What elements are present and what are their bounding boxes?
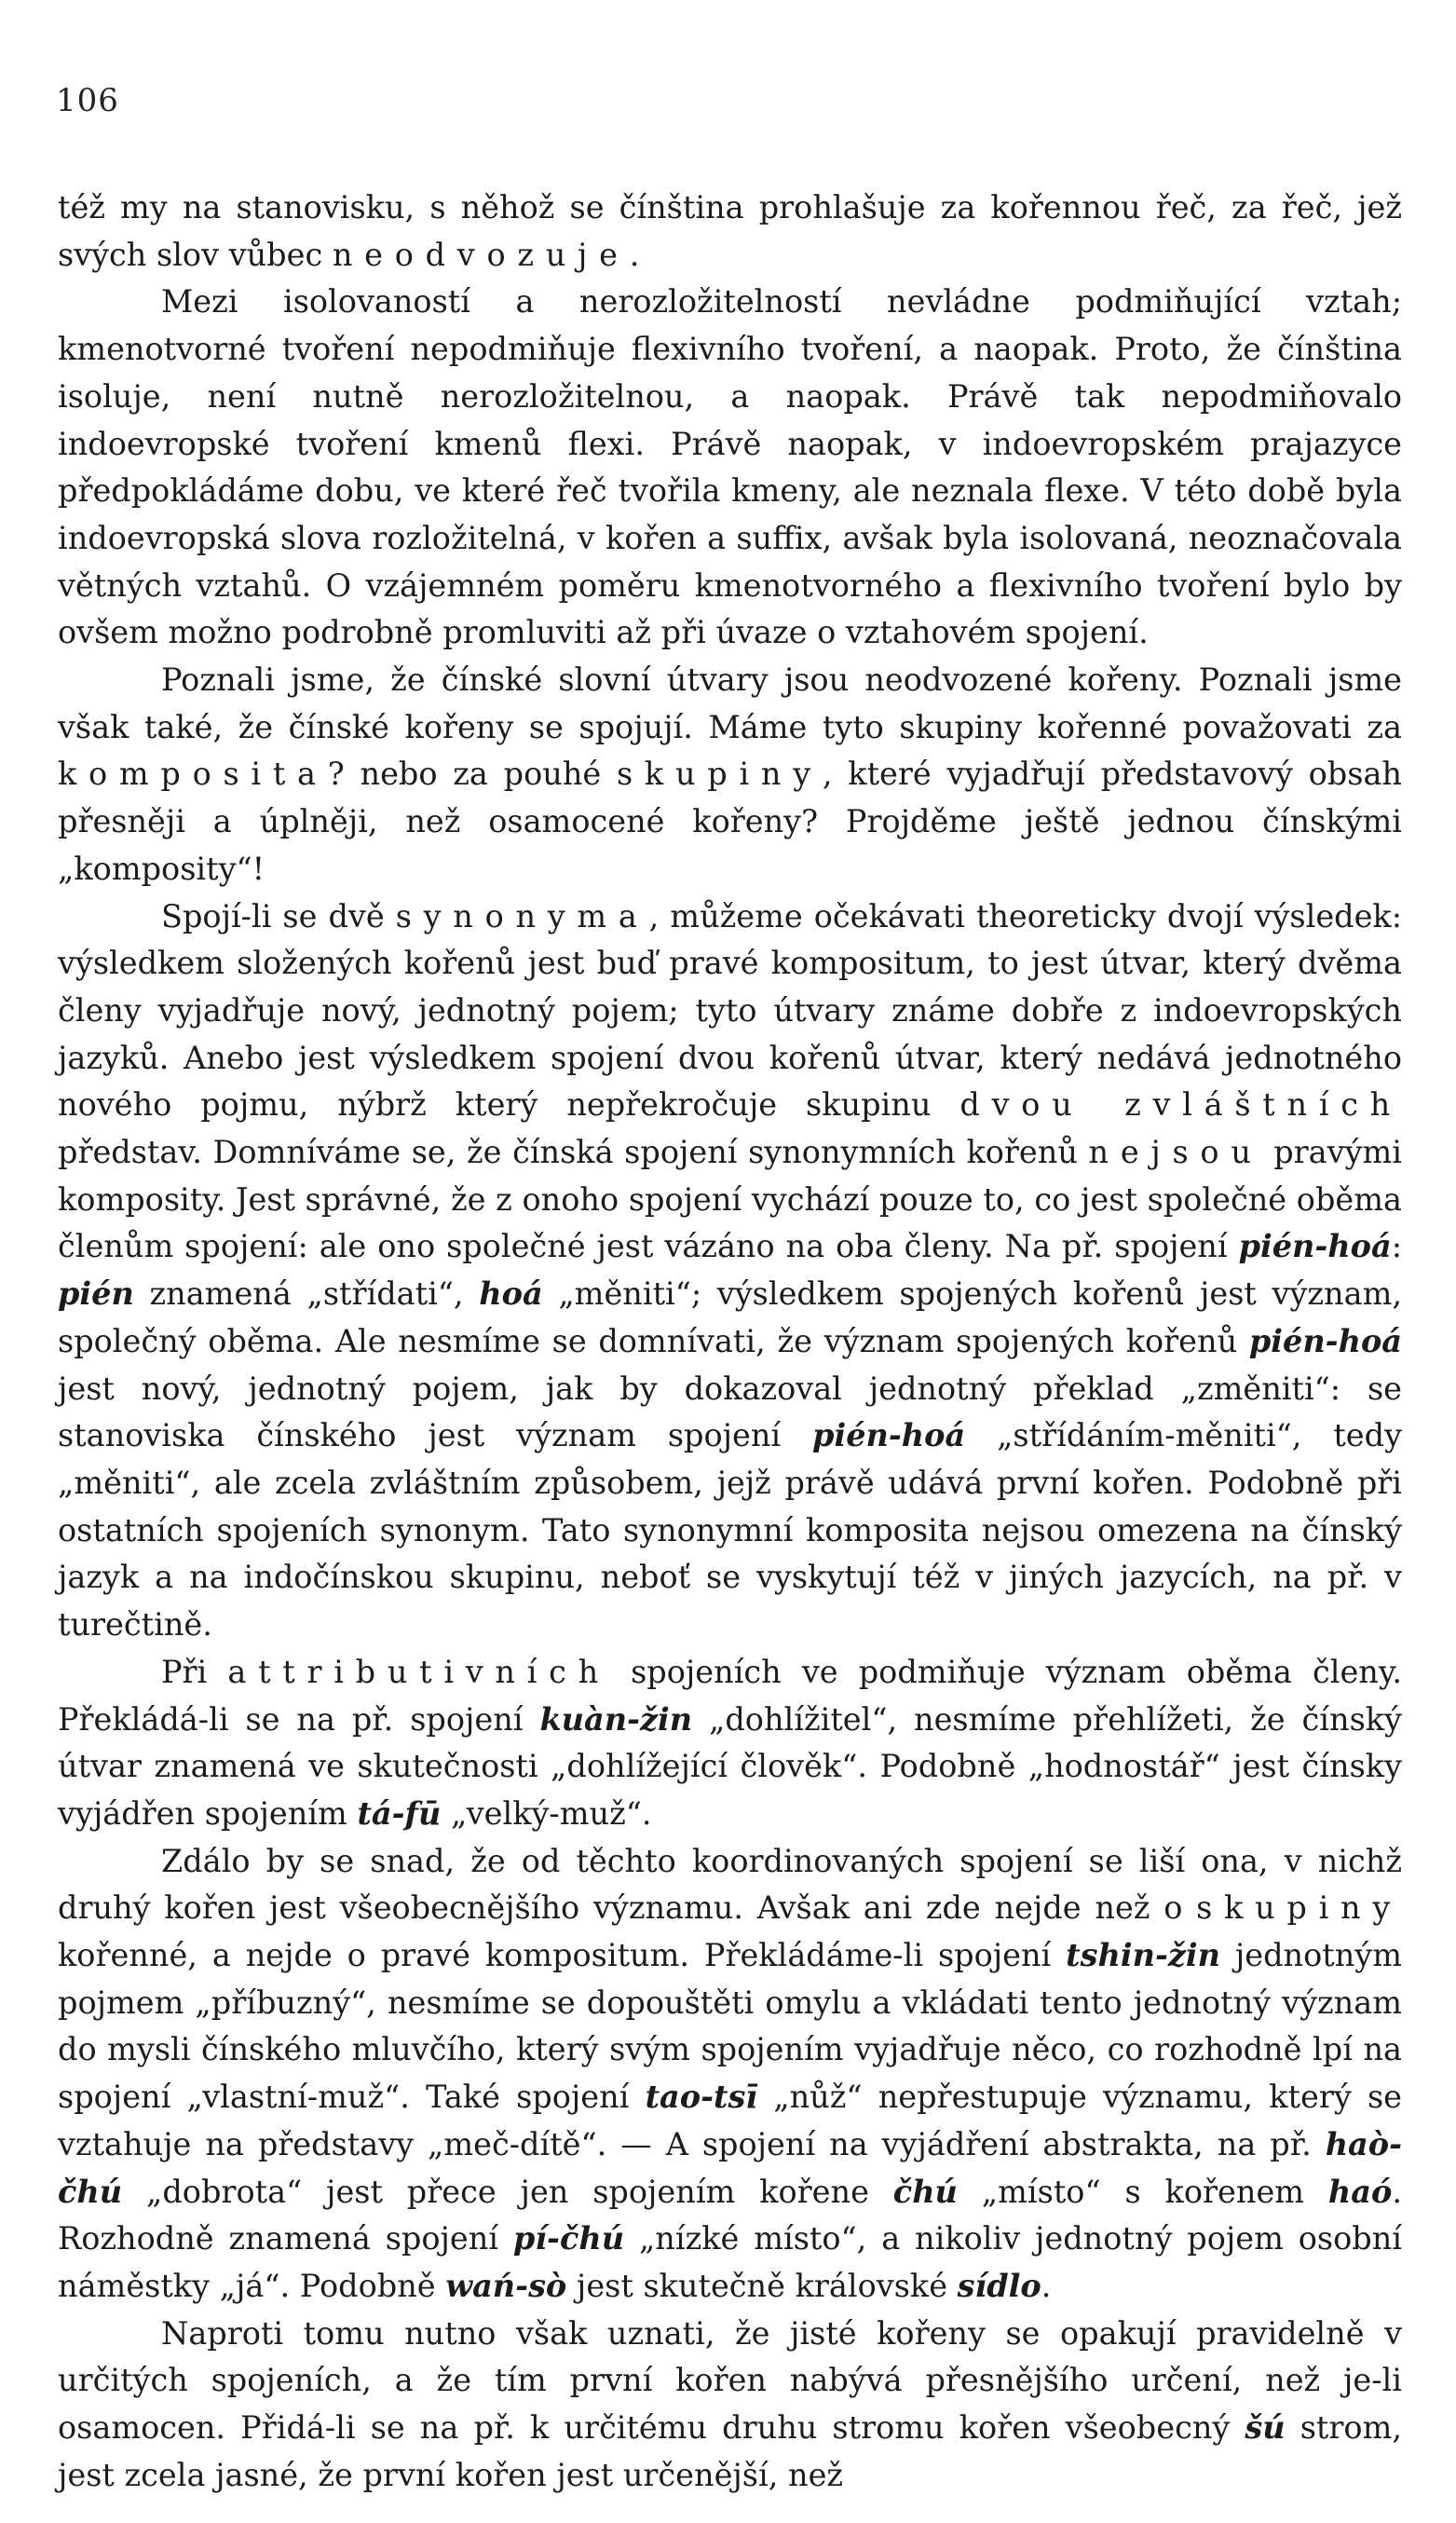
text-run: představ. Domníváme se, že čínská spojení synonymních kořenů [58,1134,1089,1171]
paragraph [58,279,1402,657]
italic-term: haó [1327,2173,1393,2210]
text-run: „nízké místo“, a nikoliv jednotný pojem osobní náměstky „já“. Podobně [58,2220,1402,2304]
paragraph [58,1838,1402,2311]
paragraph [58,2311,1402,2500]
text-run: Poznali jsme, že čínské slovní útvary jsou neodvozené kořeny. Poznali jsme však také, že čínské kořeny se spojují. Máme tyto skupiny kořenné považovati za [58,661,1402,745]
text-run: strom, jest zcela jasné, že první kořen jest určenější, než [58,2409,1402,2493]
paragraph [58,893,1402,1649]
text-run: „měniti“; výsledkem spojených kořenů jest význam, společný oběma. Ale nesmíme se domnívati, že význam spojených kořenů [58,1275,1403,1359]
spaced-emphasis: komposita [58,756,328,793]
spaced-emphasis: synonyma [395,897,649,934]
spaced-emphasis: skupiny [617,756,823,793]
italic-term: sídlo [957,2267,1041,2304]
spaced-emphasis: nejsou [1088,1134,1263,1171]
italic-term: hoá [479,1275,543,1313]
text-run: „velký-muž“. [441,1794,652,1832]
paragraph [58,184,1402,279]
text-run: „nůž“ nepřestupuje významu, který se vztahuje na představy „meč-dítě“. — A spojení na vyjádření abstrakta, na př. [58,2079,1402,2162]
italic-term: pién-hoá [1238,1228,1392,1265]
italic-term: pién-hoá [812,1417,966,1454]
paragraph [58,657,1402,893]
text-run: . Rozhodně znamená spojení [58,2173,1402,2257]
text-run: spojeních ve podmiňuje význam oběma členy. Překládá-li se na př. spojení [58,1653,1402,1738]
italic-term: tá-fū [357,1794,442,1832]
italic-term: wań-sò [445,2267,567,2304]
italic-term: pí-čhú [512,2220,625,2257]
text-run: kořenné, a nejde o pravé kompositum. Překládáme-li spojení [58,1937,1067,1974]
text-run: ? nebo za pouhé [327,756,618,793]
italic-term: tshin-žin [1066,1937,1220,1974]
body-text [58,184,1402,2499]
text-run: : [1391,1228,1402,1265]
text-run: „střídáním-měniti“, tedy „měniti“, ale zcela zvláštním způsobem, jejž právě udává první kořen. Podobně při ostatních spojeních synonym. Tato synonymní komposita nejsou omezena na čínský jazyk a na indočínskou skupinu, neboť se vyskytují též v jiných jazycích, na př. v turečtině. [58,1417,1402,1643]
text-run: , které vyjadřují představový obsah přesněji a úplněji, než osamocené kořeny? Projděme ještě jednou čínskými „komposity“! [58,756,1402,887]
text-run: jest nový, jednotný pojem, jak by dokazoval jednotný překlad „změniti“: se stanoviska čínského jest význam spojení [58,1370,1402,1454]
text-run: . [629,236,640,273]
text-run: Při [161,1653,228,1690]
italic-term: pién [58,1275,134,1313]
text-run: Naproti tomu nutno však uznati, že jisté kořeny se opakují pravidelně v určitých spojeních, a že tím první kořen nabývá přesnějšího určení, než je-li osamocen. Přidá-li se na př. k určitému druhu stromu kořen všeobecný [58,2314,1402,2447]
text-run: jednotným pojmem „příbuzný“, nesmíme se dopouštěti omylu a vkládati tento jednotný význam do mysli čínského mluvčího, který svým spojením vyjadřuje něco, co rozhodně lpí na spojení „vlastní-muž“. Také spojení [58,1937,1403,2116]
italic-term: šú [1245,2409,1286,2447]
italic-term: pién-hoá [1248,1322,1402,1359]
text-run: Mezi isolovaností a nerozložitelností nevládne podmiňující vztah; kmenotvorné tvoření nepodmiňuje flexivního tvoření, a naopak. Proto, že čínština isoluje, není nutně nerozložitelnou, a naopak. Právě tak nepodmiňovalo indoevropské tvoření kmenů flexi. Právě naopak, v indoevropském prajazyce předpokládáme dobu, ve které řeč tvořila kmeny, ale neznala flexe. V této době byla indoevropská slova rozložitelná, v kořen a suffix, avšak byla isolovaná, neoznačovala větných vztahů. O vzájemném poměru kmenotvorného a flexivního tvoření bylo by ovšem možno podrobně promluviti až při úvaze o vztahovém spojení. [58,283,1402,651]
italic-term: haò-čhú [58,2125,1402,2210]
spaced-emphasis: dvou zvláštních [959,1086,1402,1124]
italic-term: čhú [892,2173,958,2210]
text-run: znamená „střídati“, [133,1275,480,1313]
text-run: , můžeme očekávati theoreticky dvojí výsledek: výsledkem složených kořenů jest buď pravé kompositum, to jest útvar, který dvěma členy vyjadřuje nový, jednotný pojem; tyto útvary známe dobře z indoevropských jazyků. Anebo jest výsledkem spojení dvou kořenů útvar, který nedává jednotného nového pojmu, nýbrž který nepřekročuje skupinu [58,897,1402,1124]
spaced-emphasis: skupiny [1196,1889,1402,1927]
text-run: Spojí-li se dvě [161,897,396,934]
text-run: Zdálo by se snad, že od těchto koordinovaných spojení se liší ona, v nichž druhý kořen jest všeobecnějšího významu. Avšak ani zde nejde než o [58,1842,1402,1927]
spaced-emphasis: neodvozuje [332,236,630,273]
page-number: 106 [56,82,119,119]
text-run: . [1041,2267,1052,2304]
italic-term: tao-tsī [645,2079,758,2116]
text-run: „místo“ s kořenem [957,2173,1328,2210]
spaced-emphasis: attributivních [227,1653,610,1690]
text-run: jest skutečně královské [566,2267,958,2304]
text-run: pravými komposity. Jest správné, že z onoho spojení vychází pouze to, co jest společné oběma členům spojení: ale ono společné jest vázáno na oba členy. Na př. spojení [58,1134,1402,1265]
text-run: „dobrota“ jest přece jen spojením kořene [122,2173,893,2210]
text-run: „dohlížitel“, nesmíme přehlížeti, že čínský útvar znamená ve skutečnosti „dohlížející člověk“. Podobně „hodnostář“ jest čínsky vyjádřen spojením [58,1700,1402,1832]
text-run: též my na stanovisku, s něhož se čínština prohlašuje za kořennou řeč, za řeč, jež svých slov vůbec [58,189,1402,273]
italic-term: kuàn-žin [539,1700,693,1738]
paragraph [58,1649,1402,1838]
